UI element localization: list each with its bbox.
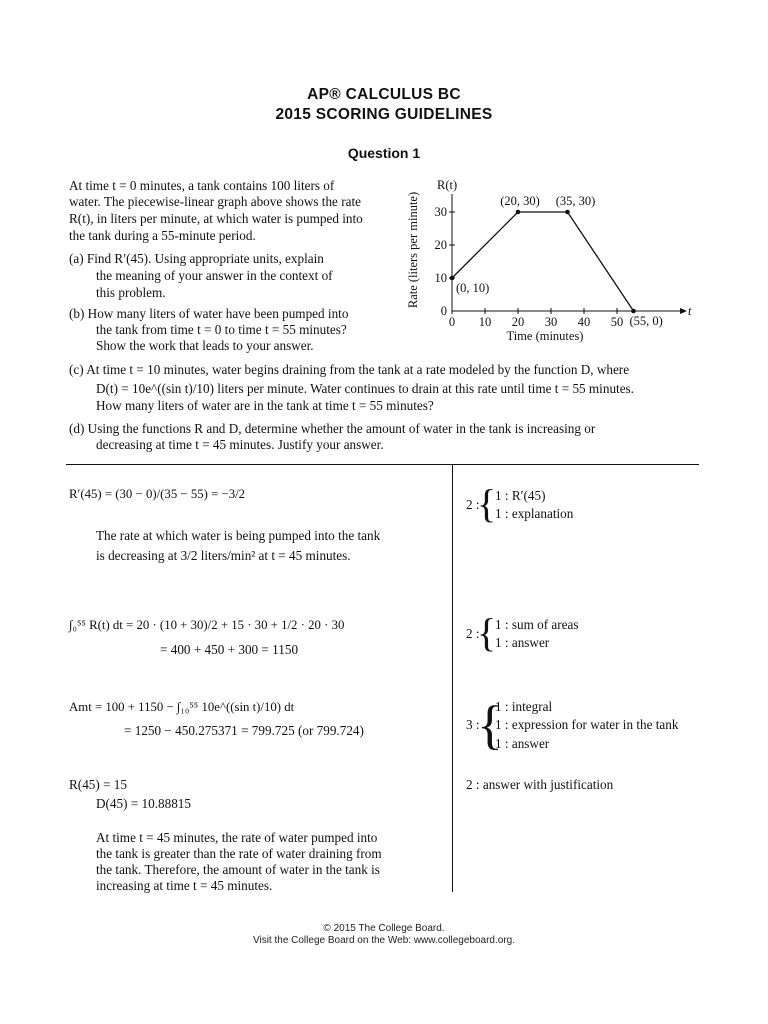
- prompt-d-line-1: (d) Using the functions R and D, determine whether the amount of water in the tank is increasing or: [69, 421, 596, 436]
- y-tick-label-1: 10: [434, 271, 447, 285]
- data-point-label-0: (0, 10): [456, 281, 490, 295]
- solution-a-text-2: is decreasing at 3/2 liters/min² at t = 45 minutes.: [96, 548, 351, 563]
- footer-visit: Visit the College Board on the Web: www.collegeboard.org.: [252, 935, 515, 946]
- y-tick-label-2: 20: [434, 238, 447, 252]
- intro-line-4: the tank during a 55-minute period.: [69, 228, 256, 243]
- prompt-b-line-1: (b) How many liters of water have been pumped into: [69, 306, 349, 321]
- score-c-brace: {: [477, 695, 503, 755]
- solution-d-text-3: the tank. Therefore, the amount of water in the tank is: [96, 862, 380, 877]
- y-tick-label-3: 30: [434, 205, 447, 219]
- prompt-c-line-2: D(t) = 10e^((sin t)/10) liters per minute. Water continues to drain at this rate until time t = 55 minutes.: [96, 381, 634, 396]
- score-b-total: 2 :: [466, 626, 480, 641]
- solution-d-equation-2: D(45) = 10.88815: [96, 796, 191, 811]
- x-tick-label-4: 40: [577, 315, 591, 329]
- score-c-item-2: 1 : expression for water in the tank: [495, 717, 679, 732]
- score-c-total: 3 :: [466, 717, 480, 732]
- data-point-1: [516, 210, 521, 215]
- score-a-total: 2 :: [466, 497, 480, 512]
- solution-d-equation-1: R(45) = 15: [69, 777, 127, 792]
- y-axis-title: R(t): [437, 178, 458, 192]
- x-tick-label-3: 30: [544, 315, 558, 329]
- solution-b-equation-1: ∫₀⁵⁵ R(t) dt = 20 · (10 + 30)/2 + 15 · 30 + 1/2 · 20 · 30: [69, 618, 345, 632]
- solution-c-equation-2: = 1250 − 450.275371 = 799.725 (or 799.724): [124, 723, 364, 738]
- x-tick-label-0: 0: [448, 315, 456, 329]
- x-axis-end-label: t: [688, 304, 692, 318]
- course-title: AP® CALCULUS BC: [307, 86, 461, 103]
- x-tick-label-1: 10: [478, 315, 492, 329]
- rate-line: [452, 212, 634, 311]
- solution-d-text-4: increasing at time t = 45 minutes.: [96, 878, 273, 893]
- intro-line-1: At time t = 0 minutes, a tank contains 100 liters of: [69, 178, 335, 193]
- score-b-brace: {: [477, 610, 497, 655]
- score-d-text: 2 : answer with justification: [466, 777, 614, 792]
- footer-copyright: © 2015 The College Board.: [323, 923, 445, 934]
- rate-graph: [395, 172, 705, 347]
- data-point-label-2: (35, 30): [555, 194, 596, 208]
- column-divider: [452, 464, 453, 892]
- guidelines-title: 2015 SCORING GUIDELINES: [275, 106, 493, 123]
- x-axis-label: Time (minutes): [506, 329, 584, 343]
- prompt-c-line-3: How many liters of water are in the tank at time t = 55 minutes?: [96, 398, 434, 413]
- data-point-label-3: (55, 0): [629, 314, 663, 328]
- prompt-b-line-2: the tank from time t = 0 to time t = 55 minutes?: [96, 322, 347, 337]
- solution-a-text-1: The rate at which water is being pumped into the tank: [96, 528, 381, 543]
- prompt-a-line-3: this problem.: [96, 285, 166, 300]
- prompt-c-line-1: (c) At time t = 10 minutes, water begins draining from the tank at a rate modeled by the function D, where: [69, 362, 630, 377]
- y-axis-label: Rate (liters per minute): [406, 191, 420, 309]
- y-tick-label-0: 0: [440, 304, 447, 318]
- section-divider: [66, 464, 699, 465]
- x-axis-arrow: [680, 308, 687, 314]
- prompt-a-line-1: (a) Find R′(45). Using appropriate units, explain: [69, 251, 324, 266]
- score-b-item-1: 1 : sum of areas: [495, 617, 579, 632]
- solution-d-text-1: At time t = 45 minutes, the rate of water pumped into: [96, 830, 378, 845]
- data-point-2: [565, 210, 570, 215]
- score-b-item-2: 1 : answer: [495, 635, 550, 650]
- solution-b-equation-2: = 400 + 450 + 300 = 1150: [160, 642, 299, 657]
- prompt-b-line-3: Show the work that leads to your answer.: [96, 338, 314, 353]
- solution-d-text-2: the tank is greater than the rate of water draining from: [96, 846, 382, 861]
- solution-c-equation-1: Amt = 100 + 1150 − ∫₁₀⁵⁵ 10e^((sin t)/10) dt: [69, 700, 295, 714]
- score-c-item-3: 1 : answer: [495, 736, 550, 751]
- data-point-0: [450, 276, 455, 281]
- prompt-a-line-2: the meaning of your answer in the context of: [96, 268, 333, 283]
- question-title: Question 1: [347, 145, 421, 161]
- data-point-label-1: (20, 30): [500, 194, 540, 208]
- score-c-item-1: 1 : integral: [495, 699, 553, 714]
- x-tick-label-5: 50: [610, 315, 624, 329]
- data-point-3: [631, 309, 636, 314]
- x-tick-label-2: 20: [511, 315, 525, 329]
- score-a-item-1: 1 : R′(45): [495, 488, 546, 503]
- intro-line-3: R(t), in liters per minute, at which water is pumped into: [69, 211, 363, 226]
- score-a-brace: {: [477, 481, 497, 526]
- intro-line-2: water. The piecewise-linear graph above shows the rate: [69, 194, 361, 209]
- solution-a-equation: R′(45) = (30 − 0)/(35 − 55) = −3/2: [69, 487, 246, 501]
- score-a-item-2: 1 : explanation: [495, 506, 574, 521]
- prompt-d-line-2: decreasing at time t = 45 minutes. Justify your answer.: [96, 437, 384, 452]
